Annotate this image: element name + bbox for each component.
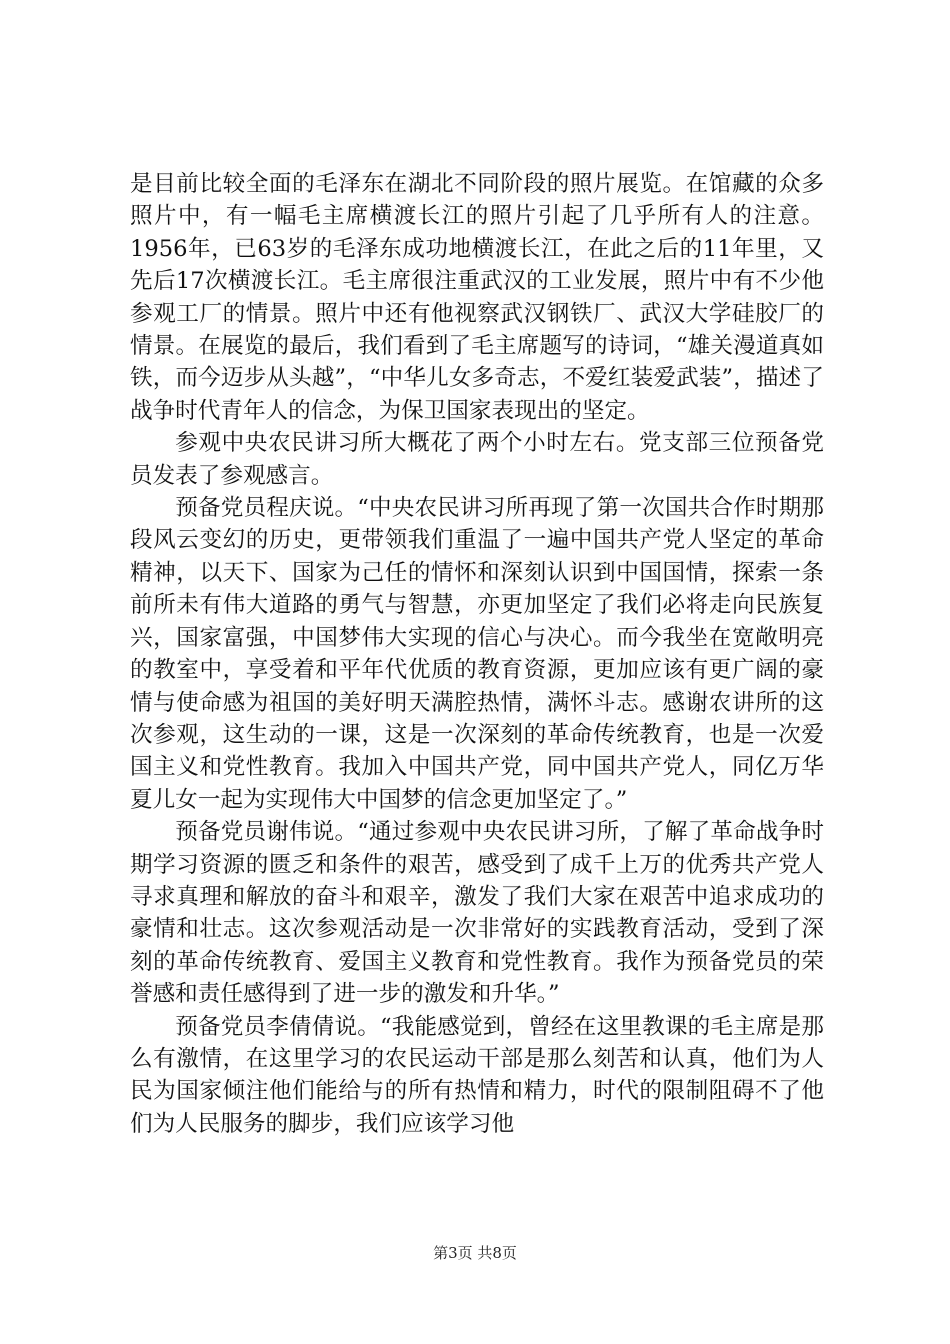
paragraph-1: 是目前比较全面的毛泽东在湖北不同阶段的照片展览。在馆藏的众多照片中，有一幅毛主席横渡长江的照片引起了几乎所有人的注意。1956年，已63岁的毛泽东成功地横渡长江，在此之后的11年里，又先后17次横渡长江。毛主席很注重武汉的工业发展，照片中有不少他参观工厂的情景。照片中还有他视察武汉钢铁厂、武汉大学硅胶厂的情景。在展览的最后，我们看到了毛主席题写的诗词，“雄关漫道真如铁，而今迈步从头越”，“中华儿女多奇志，不爱红装爱武装”，描述了战争时代青年人的信念，为保卫国家表现出的坚定。 [130,171,824,424]
paragraph-3: 预备党员程庆说。“中央农民讲习所再现了第一次国共合作时期那段风云变幻的历史，更带领我们重温了一遍中国共产党人坚定的革命精神，以天下、国家为己任的情怀和深刻认识到中国国情，探索一条前所未有伟大道路的勇气与智慧，亦更加坚定了我们必将走向民族复兴，国家富强，中国梦伟大实现的信心与决心。而今我坐在宽敞明亮的教室中，享受着和平年代优质的教育资源，更加应该有更广阔的豪情与使命感为祖国的美好明天满腔热情，满怀斗志。感谢农讲所的这次参观，这生动的一课，这是一次深刻的革命传统教育，也是一次爱国主义和党性教育。我加入中国共产党，同中国共产党人，同亿万华夏儿女一起为实现伟大中国梦的信念更加坚定了。” [130,495,824,813]
paragraph-2: 参观中央农民讲习所大概花了两个小时左右。党支部三位预备党员发表了参观感言。 [130,430,824,489]
document-body [130,168,824,1140]
page-number-footer: 第3页 共8页 [433,1244,517,1262]
paragraph-5: 预备党员李倩倩说。“我能感觉到，曾经在这里教课的毛主席是那么有激情，在这里学习的农民运动干部是那么刻苦和认真，他们为人民为国家倾注他们能给与的所有热情和精力，时代的限制阻碍不了他们为人民服务的脚步，我们应该学习他 [130,1013,824,1137]
paragraph-4: 预备党员谢伟说。“通过参观中央农民讲习所，了解了革命战争时期学习资源的匮乏和条件的艰苦，感受到了成千上万的优秀共产党人寻求真理和解放的奋斗和艰辛，激发了我们大家在艰苦中追求成功的豪情和壮志。这次参观活动是一次非常好的实践教育活动，受到了深刻的革命传统教育、爱国主义教育和党性教育。我作为预备党员的荣誉感和责任感得到了进一步的激发和升华。” [130,819,824,1008]
